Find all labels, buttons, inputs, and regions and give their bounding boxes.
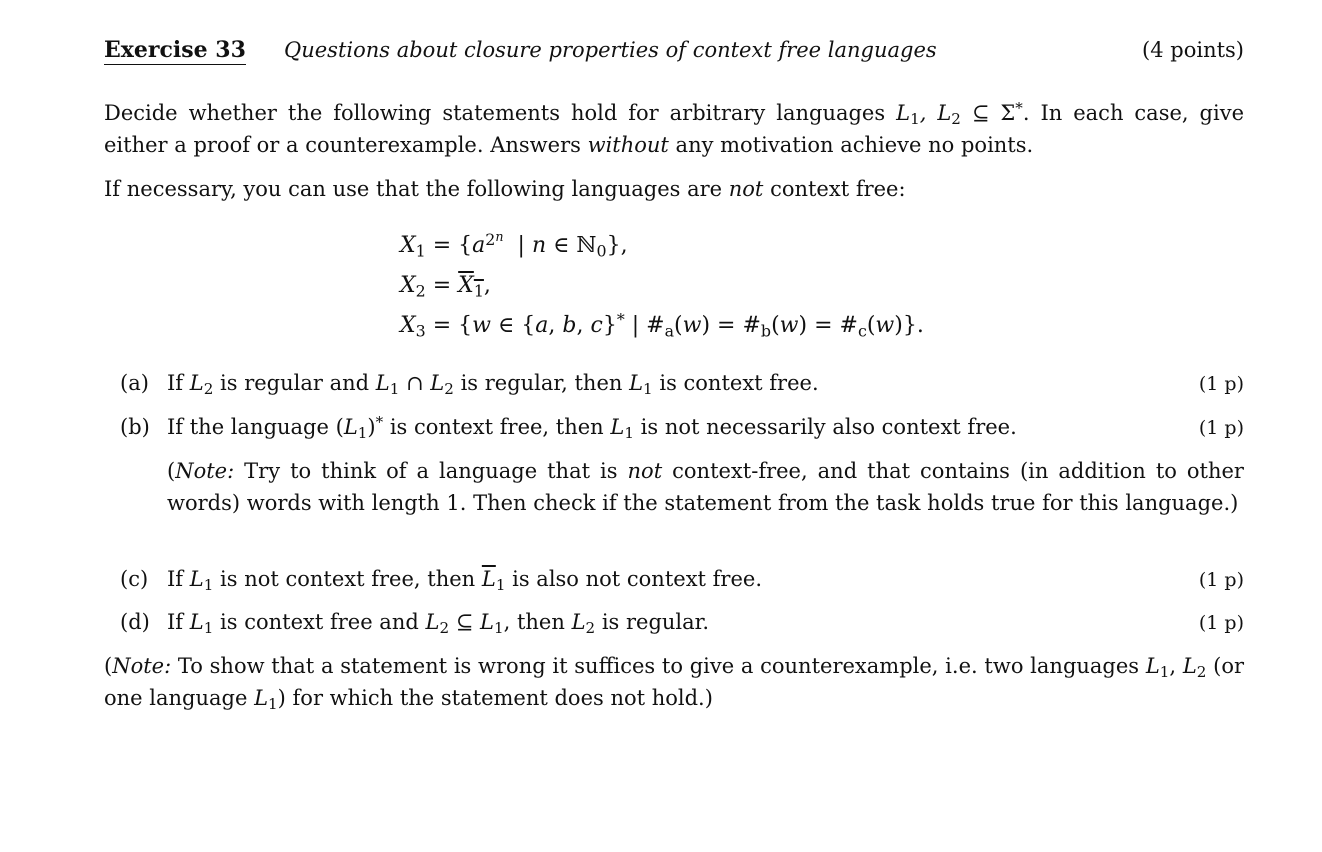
hint-text-2: context free: (770, 177, 906, 201)
item-a-text: If $L_2$ is regular and $L_1$ ∩ $L_2$ is regular, then $L_1$ is context free. (167, 371, 819, 399)
item-d-text: If $L_1$ is context free and $L_2$ ⊆ $L_1$, then $L_2$ is regular. (167, 610, 710, 638)
definition-x1: $X_1 = \{a^{2^n}$ | n ∈ ℕ$_0$}, (400, 229, 628, 261)
intro-emphasis: without (587, 133, 669, 157)
definition-x2: $X_2 = X_1$, (400, 273, 491, 301)
intro-text-1: Decide whether the following statements hold for arbitrary languages (104, 101, 886, 125)
item-c-text: If $L_1$ is not context free, then $\overline{L}_1$ is also not context free. (167, 567, 763, 595)
final-note: (Note: To show that a statement is wrong it suffices to give a counterexample, i.e. two languages $L_1$, $L_2$ (or one language $L_1$) for which the statement does not hold.) (104, 654, 1244, 714)
intro-text-2: . In each case, give either a proof or a counterexample. Answers (104, 101, 1244, 157)
item-b-points: (1 p) (1198, 417, 1244, 439)
item-b-text: If the language $(L_1)^*$ is context free, then $L_1$ is not necessarily also context free. (167, 413, 1017, 443)
definition-x3: $X_3 = \{w$ ∈ {a, b, c}* | $\#_a(w)$ = $\#_b(w)$ = $\#_c(w)$}. (400, 309, 924, 341)
exercise-number: Exercise 33 (104, 37, 246, 63)
hint-emphasis: not (728, 177, 764, 201)
hint-text-1: If necessary, you can use that the following languages are (104, 177, 723, 201)
exercise-title: Questions about closure properties of context free languages (284, 38, 937, 62)
item-a-label: (a) (120, 371, 149, 395)
exercise-points: (4 points) (1142, 38, 1244, 62)
hint-paragraph (104, 173, 1244, 205)
item-a-points: (1 p) (1198, 373, 1244, 395)
item-d-points: (1 p) (1198, 612, 1244, 634)
item-c-label: (c) (120, 567, 149, 591)
item-d-label: (d) (120, 610, 150, 634)
item-c-points: (1 p) (1198, 569, 1244, 591)
item-b-note: (Note: Try to think of a language that is not context-free, and that contains (in addition to other words) words with length 1. Then check if the statement from the task holds true for this language.) (167, 459, 1244, 515)
item-b-label: (b) (120, 415, 150, 439)
intro-text-3: any motivation achieve no points. (675, 133, 1034, 157)
intro-paragraph (104, 97, 1244, 161)
math-l1-l2-sigma: $L_1$, $L_2$ ⊆ Σ* (896, 99, 1023, 129)
